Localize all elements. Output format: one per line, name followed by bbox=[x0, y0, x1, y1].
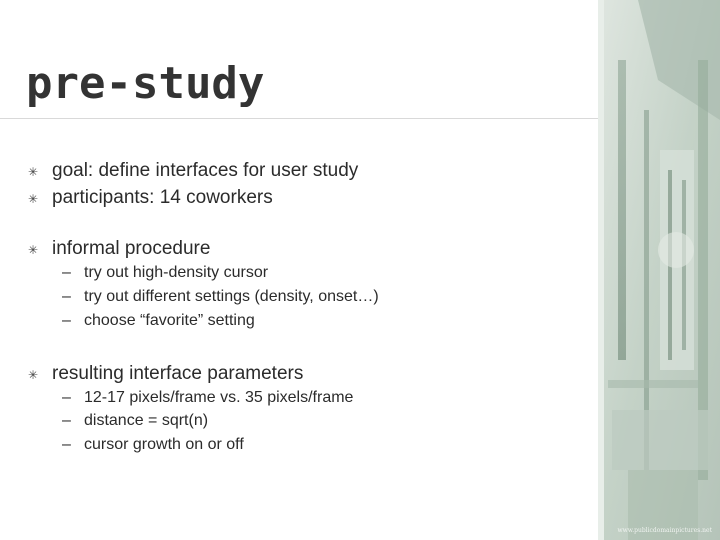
sub-item: choose “favorite” setting bbox=[84, 312, 255, 329]
title-divider bbox=[0, 118, 598, 119]
dash-icon: – bbox=[62, 312, 71, 329]
bullet-icon: ✳ bbox=[28, 368, 39, 382]
dash-icon: – bbox=[62, 436, 71, 453]
dash-icon: – bbox=[62, 412, 71, 429]
bullet-informal-procedure: informal procedure bbox=[52, 238, 211, 259]
dash-icon: – bbox=[62, 389, 71, 406]
sub-item: try out different settings (density, onset…) bbox=[84, 288, 379, 305]
bullet-goal: goal: define interfaces for user study bbox=[52, 160, 359, 181]
dash-icon: – bbox=[62, 288, 71, 305]
sub-item: cursor growth on or off bbox=[84, 436, 244, 453]
slide-title: pre-study bbox=[26, 58, 265, 109]
watermark-text: www.publicdomainpictures.net bbox=[617, 527, 712, 534]
bullet-icon: ✳ bbox=[28, 192, 39, 206]
bullet-icon: ✳ bbox=[28, 165, 39, 179]
bullet-resulting-parameters: resulting interface parameters bbox=[52, 363, 304, 384]
sub-item: distance = sqrt(n) bbox=[84, 412, 209, 429]
sub-item: try out high-density cursor bbox=[84, 264, 269, 281]
bullet-participants: participants: 14 coworkers bbox=[52, 187, 273, 208]
dash-icon: – bbox=[62, 264, 71, 281]
bullet-icon: ✳ bbox=[28, 243, 39, 257]
sub-item: 12-17 pixels/frame vs. 35 pixels/frame bbox=[84, 389, 354, 406]
side-photo-image bbox=[598, 0, 720, 540]
